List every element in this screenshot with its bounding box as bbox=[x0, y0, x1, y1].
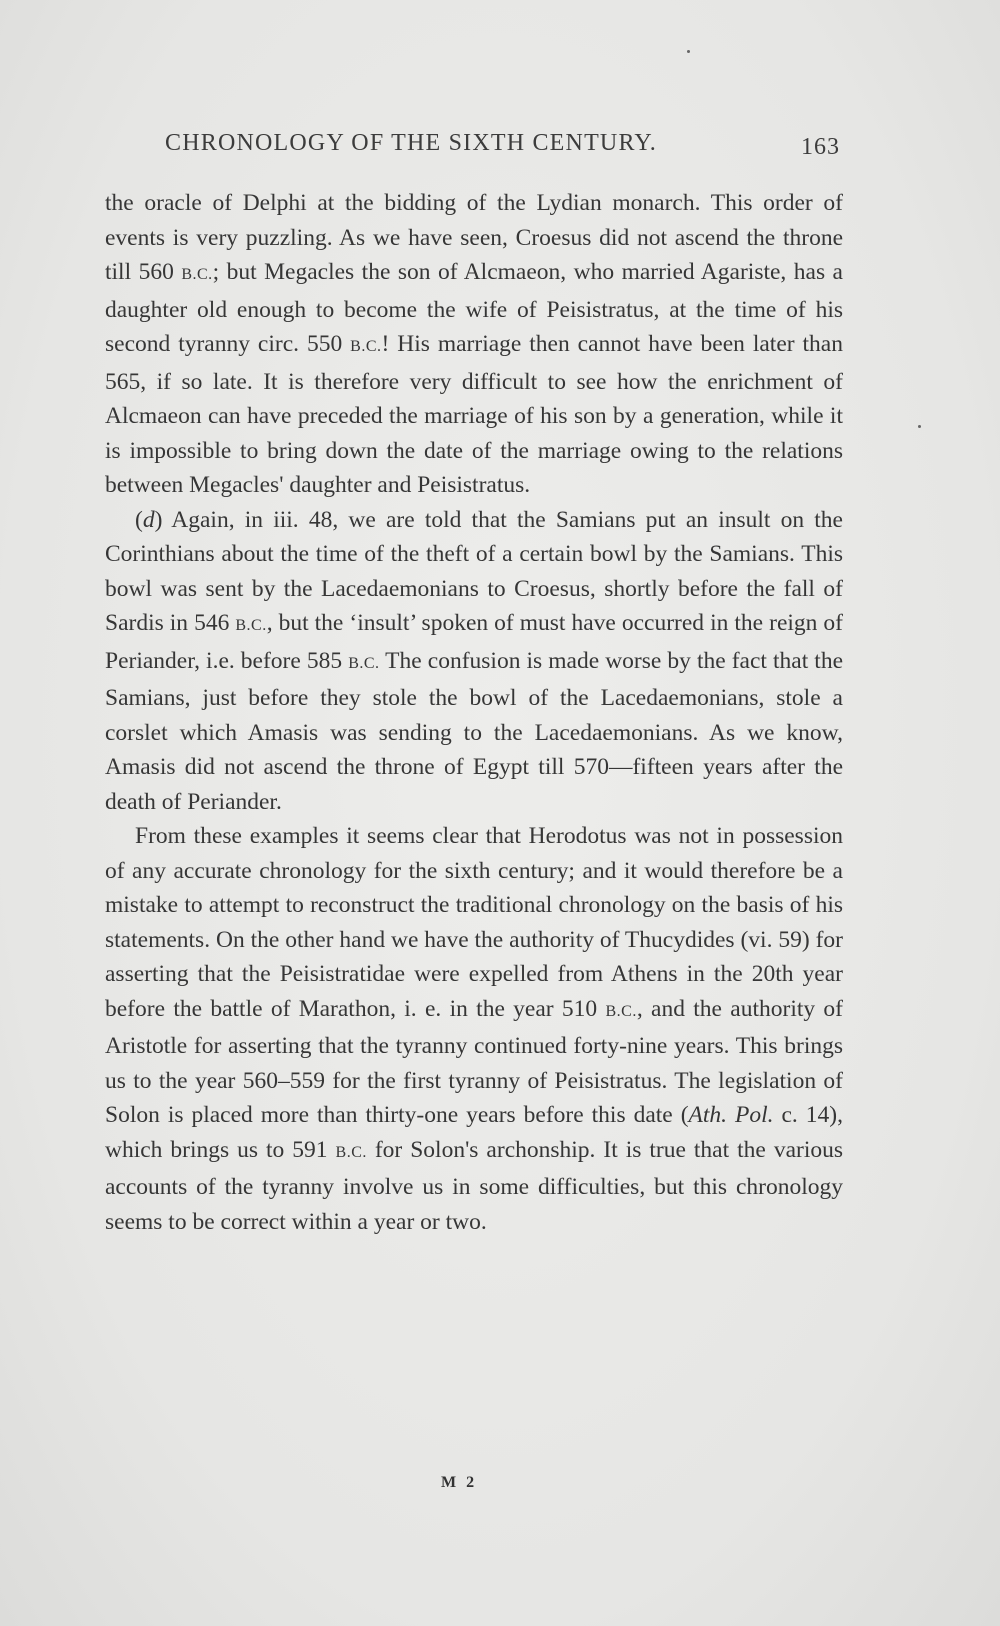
body-text bbox=[105, 186, 843, 1239]
text-run: , but the ‘insult’ spoken of must have occurred in the reign of Periander, i.e. before 585 bbox=[105, 610, 844, 674]
paragraph-2 bbox=[105, 503, 843, 820]
page-header bbox=[165, 130, 865, 170]
text-run: ! His marriage then cannot have been later than 565, if so late. It is therefore very difficult to see how the enrichment of Alcmaeon can have preceded the marriage of his son by a generation, while it is impossible to bring down the date of the marriage owing to the relations between Megacles' daughter and Peisistratus. bbox=[105, 331, 843, 498]
paragraph-3 bbox=[105, 819, 843, 1239]
text-run: for Solon's archonship. It is true that the various accounts of the tyranny involve us in some difficulties, but this chronology seems to be correct within a year or two. bbox=[105, 1136, 843, 1235]
text-run: The confusion is made worse by the fact that the Samians, just before they stole the bowl of the Lacedaemonians, stole a corslet which Amasis was sending to the Lacedaemonians. As we know, Amasis did not ascend the throne of Egypt till 570—fifteen years after the death of Periander. bbox=[105, 647, 844, 815]
page-number: 163 bbox=[801, 134, 840, 160]
era-abbreviation: B.C. bbox=[605, 1002, 637, 1020]
paper-speck bbox=[918, 425, 921, 428]
text-run: the oracle of Delphi at the bidding of the Lydian monarch. This order of events is very puzzling. As we have seen, Croesus did not ascend the throne till 560 bbox=[105, 190, 843, 285]
running-title: CHRONOLOGY OF THE SIXTH CENTURY. bbox=[165, 130, 657, 156]
text-run: c. 14), which brings us to 591 bbox=[105, 1102, 843, 1163]
era-abbreviation: B.C. bbox=[335, 1143, 367, 1161]
era-abbreviation: B.C. bbox=[235, 617, 267, 634]
item-label: d bbox=[142, 506, 155, 533]
era-abbreviation: B.C. bbox=[348, 654, 380, 672]
text-run: ( bbox=[135, 506, 143, 533]
signature-mark: M 2 bbox=[441, 1474, 478, 1491]
era-abbreviation: B.C. bbox=[181, 266, 213, 283]
text-run: From these examples it seems clear that Herodotus was not in possession of any accurate chronology for the sixth century; and it would therefore be a mistake to attempt to reconstruct the traditional chronology on the basis of his statements. On the other hand we have the authority of Thucydides (vi. 59) for asserting that the Peisistratidae were expelled from Athens in the 20th year before the battle of Marathon, i. e. in the year 510 bbox=[105, 823, 843, 1022]
text-run: , and the authority of Aristotle for asserting that the tyranny continued forty-nine years. This brings us to the year 560–559 for the first tyranny of Peisistratus. The legislation of Solon is placed more than thirty-one years before this date ( bbox=[105, 995, 844, 1128]
paper-speck bbox=[687, 50, 690, 53]
paragraph-1 bbox=[105, 186, 843, 503]
era-abbreviation: B.C. bbox=[350, 338, 382, 355]
citation-title: Ath. Pol. bbox=[688, 1102, 774, 1128]
text-run: ) Again, in iii. 48, we are told that the Samians put an insult on the Corinthians about the time of the theft of a certain bowl by the Samians. This bowl was sent by the Lacedaemonians to Croesus, shortly before the fall of Sardis in 546 bbox=[105, 506, 843, 636]
text-run: ; but Megacles the son of Alcmaeon, who married Agariste, has a daughter old enough to become the wife of Peisistratus, at the time of his second tyranny circ. 550 bbox=[105, 259, 843, 357]
